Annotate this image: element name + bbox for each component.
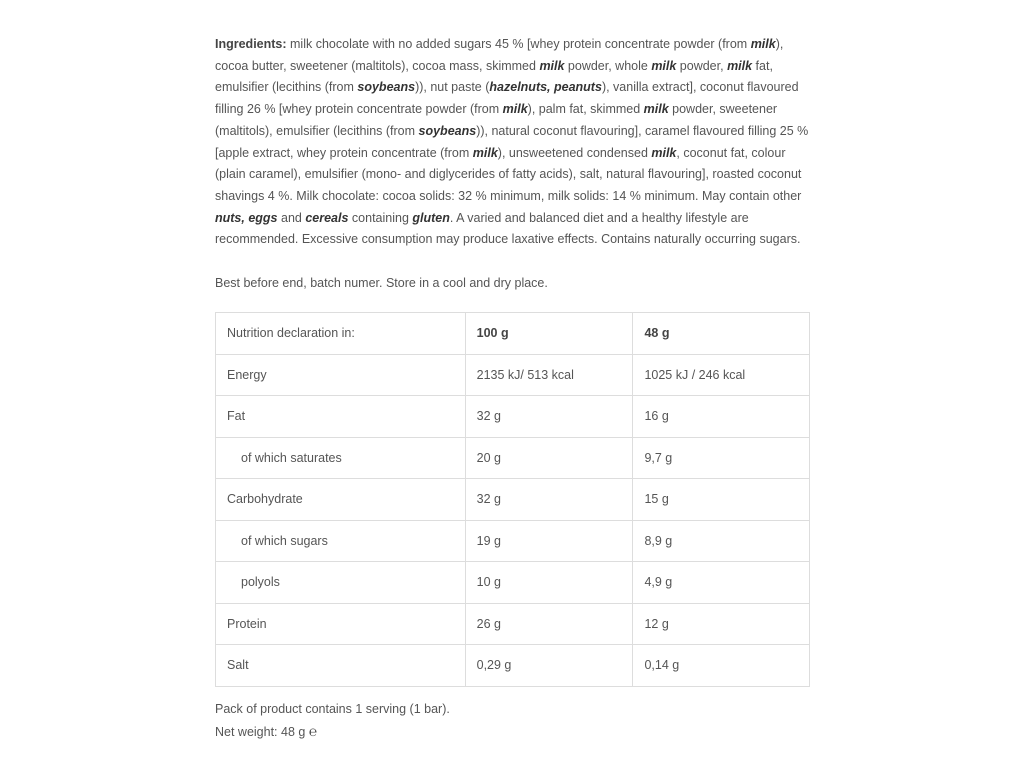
- ingredients-segment: , coconut fat, colour (plain caramel), emulsifier (mono- and diglycerides of fatty acids), salt, natural flavouring], roasted coconut shavings 4 %. Milk chocolate: cocoa solids: 32 % minimum, milk solids: 14 % minimum. May contain other: [215, 145, 802, 203]
- value-per-100g: 10 g: [465, 562, 633, 604]
- ingredients-segment: )), natural coconut flavouring], caramel flavoured filling 25 % [apple extract, whey protein concentrate (from: [215, 123, 809, 160]
- value-per-100g: 0,29 g: [465, 645, 633, 687]
- ingredients-segment: ), palm fat, skimmed: [527, 102, 644, 117]
- value-per-serving: 15 g: [633, 479, 810, 521]
- nutrition-row: [216, 645, 810, 687]
- ingredients-segment: and: [277, 210, 306, 225]
- nutrition-row: [216, 603, 810, 645]
- nutrient-name: of which saturates: [216, 437, 466, 479]
- value-per-serving: 1025 kJ / 246 kcal: [633, 354, 810, 396]
- product-info: [215, 34, 810, 739]
- nutrient-name: polyols: [216, 562, 466, 604]
- allergen-text: soybeans: [418, 123, 477, 138]
- nutrition-header-row: [216, 313, 810, 355]
- net-weight: Net weight: 48 g: [215, 725, 306, 739]
- ingredients-text: [215, 37, 808, 246]
- ingredients-paragraph: [215, 34, 810, 251]
- nutrient-name: Fat: [216, 396, 466, 438]
- nutrition-header-per-serving: 48 g: [633, 313, 810, 355]
- storage-note: Best before end, batch numer. Store in a cool and dry place.: [215, 276, 548, 290]
- nutrition-row: [216, 437, 810, 479]
- allergen-text: milk: [750, 37, 776, 51]
- allergen-text: hazelnuts, peanuts: [489, 80, 602, 95]
- ingredients-segment: ), cocoa butter, sweetener (maltitols), cocoa mass, skimmed: [215, 37, 784, 73]
- ingredients-segment: powder,: [676, 58, 728, 73]
- nutrition-header-per-100g: 100 g: [465, 313, 633, 355]
- allergen-text: milk: [472, 145, 498, 160]
- value-per-serving: 4,9 g: [633, 562, 810, 604]
- allergen-text: milk: [651, 145, 677, 160]
- value-per-100g: 20 g: [465, 437, 633, 479]
- nutrition-header-label: Nutrition declaration in:: [216, 313, 466, 355]
- allergen-text: milk: [502, 102, 528, 117]
- ingredients-segment: fat, emulsifier (lecithins (from: [215, 58, 773, 95]
- allergen-text: milk: [727, 58, 753, 73]
- value-per-serving: 0,14 g: [633, 645, 810, 687]
- ingredients-segment: ), vanilla extract], coconut flavoured filling 26 % [whey protein concentrate powder (from: [215, 80, 799, 117]
- pack-info: [215, 698, 450, 743]
- allergen-text: milk: [539, 58, 565, 73]
- serving-info: Pack of product contains 1 serving (1 bar).: [215, 702, 450, 716]
- value-per-100g: 32 g: [465, 479, 633, 521]
- nutrient-name: Protein: [216, 603, 466, 645]
- nutrition-row: [216, 562, 810, 604]
- value-per-serving: 12 g: [633, 603, 810, 645]
- ingredients-segment: . A varied and balanced diet and a healthy lifestyle are recommended. Excessive consumption may produce laxative effects. Contains naturally occurring sugars.: [215, 210, 801, 247]
- ingredients-segment: )), nut paste (: [415, 80, 490, 95]
- allergen-text: soybeans: [357, 80, 416, 95]
- nutrition-row: [216, 520, 810, 562]
- nutrient-name: Carbohydrate: [216, 479, 466, 521]
- value-per-serving: 9,7 g: [633, 437, 810, 479]
- ingredients-segment: powder, sweetener (maltitols), emulsifier (lecithins (from: [215, 102, 778, 138]
- allergen-text: cereals: [305, 210, 349, 225]
- ingredients-segment: containing: [348, 210, 413, 225]
- allergen-text: nuts, eggs: [215, 210, 278, 225]
- nutrition-table: [215, 312, 810, 687]
- nutrient-name: of which sugars: [216, 520, 466, 562]
- allergen-text: gluten: [412, 210, 450, 225]
- nutrient-name: Energy: [216, 354, 466, 396]
- nutrient-name: Salt: [216, 645, 466, 687]
- nutrition-row: [216, 396, 810, 438]
- value-per-100g: 26 g: [465, 603, 633, 645]
- ingredients-segment: milk chocolate with no added sugars 45 % [whey protein concentrate powder (from: [286, 37, 751, 51]
- allergen-text: milk: [643, 102, 669, 117]
- value-per-100g: 32 g: [465, 396, 633, 438]
- allergen-text: milk: [651, 58, 677, 73]
- ingredients-segment: ), unsweetened condensed: [497, 145, 652, 160]
- ingredients-heading: Ingredients:: [215, 37, 287, 51]
- nutrition-row: [216, 354, 810, 396]
- ingredients-segment: powder, whole: [564, 58, 652, 73]
- value-per-serving: 8,9 g: [633, 520, 810, 562]
- estimated-sign-icon: ℮: [308, 723, 318, 739]
- nutrition-row: [216, 479, 810, 521]
- value-per-serving: 16 g: [633, 396, 810, 438]
- value-per-100g: 2135 kJ/ 513 kcal: [465, 354, 633, 396]
- value-per-100g: 19 g: [465, 520, 633, 562]
